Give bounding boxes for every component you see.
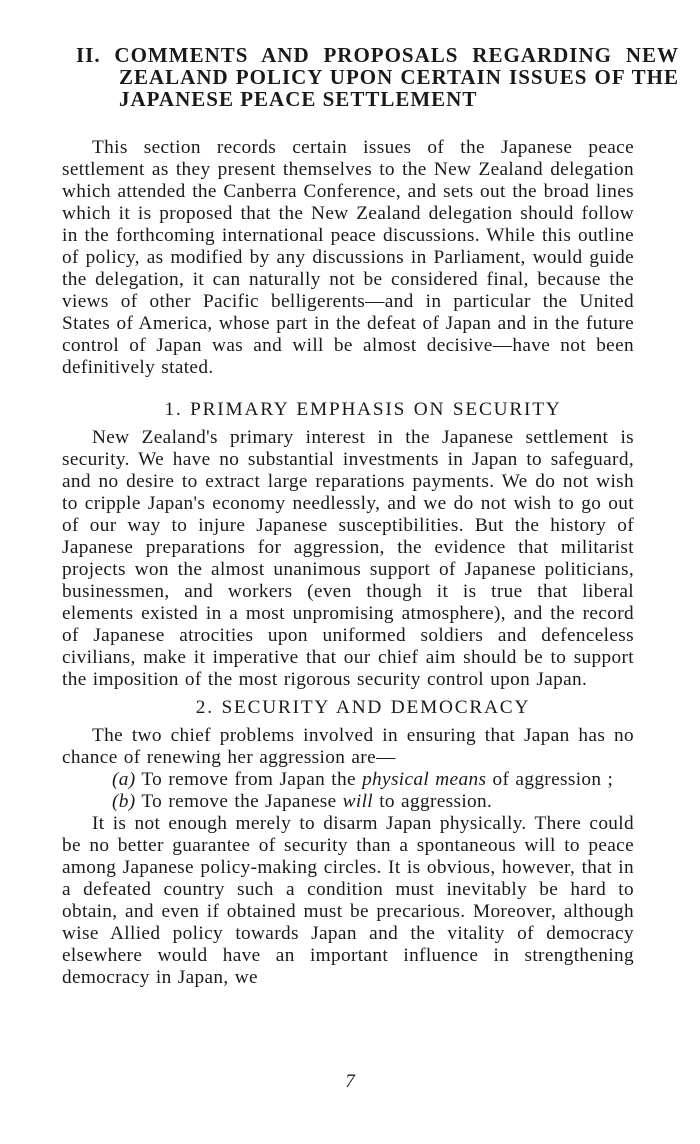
chapter-heading: II. COMMENTS AND PROPOSALS REGARDING NEW ZEALAND POLICY UPON CERTAIN ISSUES OF THE JAPANESE PEACE SETTLEMENT bbox=[76, 43, 679, 111]
list-item-a-after: of aggression ; bbox=[492, 769, 614, 790]
page-number: 7 bbox=[345, 1071, 355, 1092]
list-item-b-before: To remove the Japanese bbox=[141, 791, 337, 812]
section-2-paragraph-1: The two chief problems involved in ensuring that Japan has no chance of renewing her aggression are— bbox=[62, 725, 634, 768]
section-1-paragraph: New Zealand's primary interest in the Japanese settlement is security. We have no substantial investments in Japan to safeguard, and no desire to extract large reparations payments. We do not wish to cripple Japan's economy needlessly, and we do not wish to go out of our way to injure Japanese susceptibilities. But the history of Japanese preparations for aggression, the evidence that militarist projects won the almost unanimous support of Japanese politicians, businessmen, and workers (even though it is true that liberal elements existed in a most unpromising atmosphere), and the record of Japanese atrocities upon uniformed soldiers and defenceless civilians, make it imperative that our chief aim should be to support the imposition of the most rigorous security control upon Japan. bbox=[62, 427, 634, 690]
list-item-b bbox=[62, 791, 634, 813]
section-2-heading: 2. SECURITY AND DEMOCRACY bbox=[195, 697, 531, 718]
list-item-a-before: To remove from Japan the bbox=[141, 769, 356, 790]
list-item-a-label: (a) bbox=[112, 769, 136, 790]
list-item-b-emphasis: will bbox=[342, 791, 374, 812]
section-2-paragraph-2: It is not enough merely to disarm Japan physically. There could be no better guarantee of security than a spontaneous will to peace among Japanese policy-making circles. It is obvious, however, that in a defeated country such a condition must inevitably be hard to obtain, and even if obtained must be precarious. Moreover, although wise Allied policy towards Japan and the vitality of democracy elsewhere would have an important influence in strengthening democracy in Japan, we bbox=[62, 813, 634, 988]
body-text bbox=[62, 137, 634, 989]
list-item-a bbox=[62, 769, 634, 791]
list-item-a-emphasis: physical means bbox=[362, 769, 487, 790]
section-1-heading: 1. PRIMARY EMPHASIS ON SECURITY bbox=[164, 399, 562, 420]
list-item-b-label: (b) bbox=[112, 791, 136, 812]
list-item-b-after: to aggression. bbox=[379, 791, 493, 812]
intro-paragraph: This section records certain issues of the Japanese peace settlement as they present themselves to the New Zealand delegation which attended the Canberra Conference, and sets out the broad lines which it is proposed that the New Zealand delegation should follow in the forthcoming international peace discussions. While this outline of policy, as modified by any discussions in Parliament, would guide the delegation, it can naturally not be considered final, because the views of other Pacific belligerents—and in particular the United States of America, whose part in the defeat of Japan and in the future control of Japan was and will be almost decisive—have not been definitively stated. bbox=[62, 137, 634, 378]
